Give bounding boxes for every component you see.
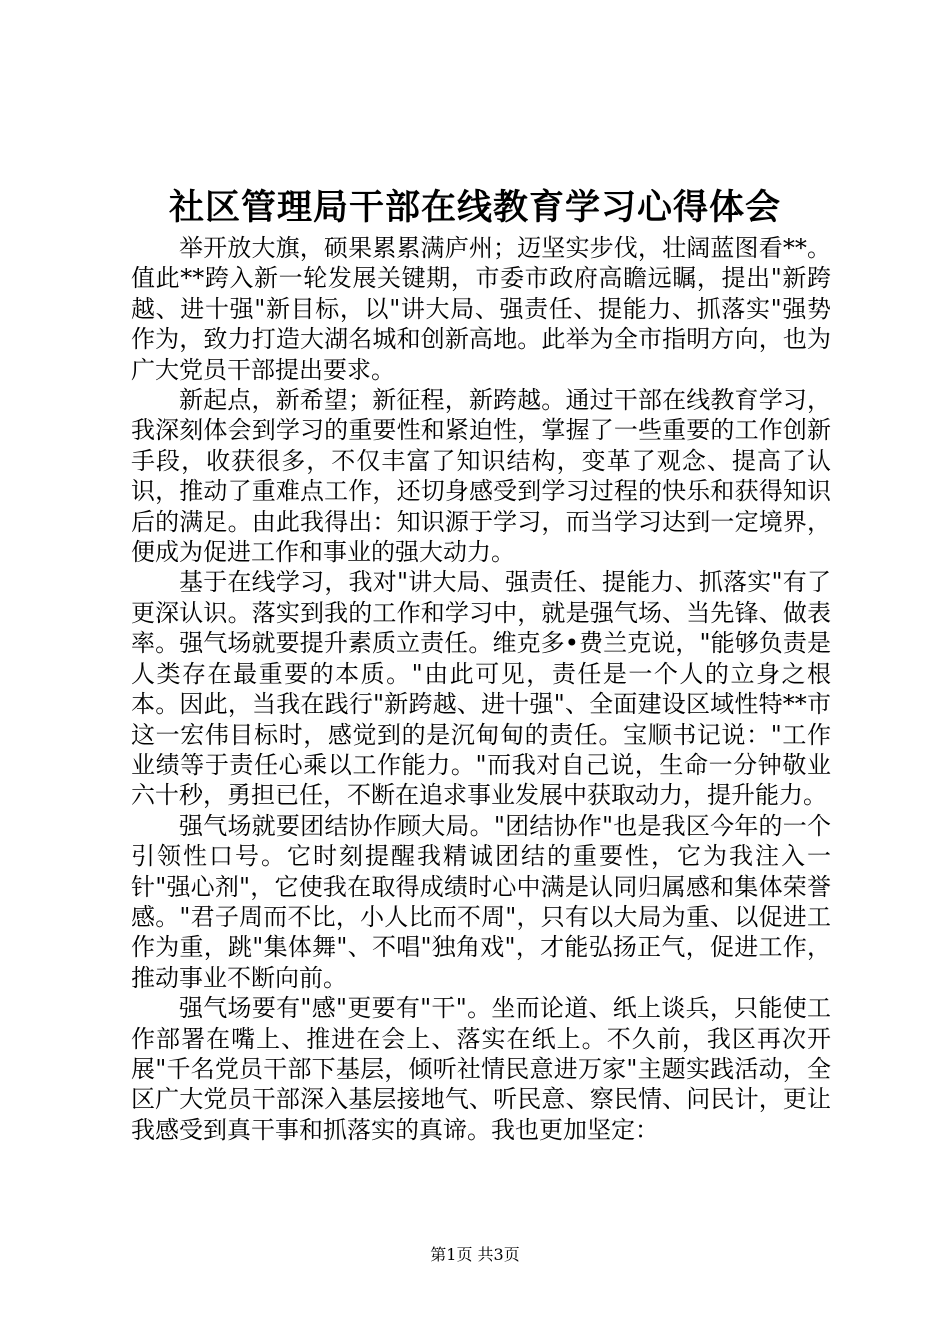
page-number-footer: 第1页 共3页 [430, 1245, 520, 1264]
paragraph-1: 举开放大旗，硕果累累满庐州；迈坚实步伐，壮阔蓝图看**。值此**跨入新一轮发展关键期，市委市政府高瞻远瞩，提出"新跨越、进十强"新目标，以"讲大局、强责任、提能力、抓落实"强势作为，致力打造大湖名城和创新高地。此举为全市指明方向，也为广大党员干部提出要求。 [131, 234, 831, 384]
paragraph-2: 新起点，新希望；新征程，新跨越。通过干部在线教育学习，我深刻体会到学习的重要性和紧迫性，掌握了一些重要的工作创新手段，收获很多，不仅丰富了知识结构，变革了观念、提高了认识，推动了重难点工作，还切身感受到学习过程的快乐和获得知识后的满足。由此我得出：知识源于学习，而当学习达到一定境界，便成为促进工作和事业的强大动力。 [131, 386, 831, 567]
paragraph-3: 基于在线学习，我对"讲大局、强责任、提能力、抓落实"有了更深认识。落实到我的工作和学习中，就是强气场、当先锋、做表率。强气场就要提升素质立责任。维克多•费兰克说，"能够负责是人类存在最重要的本质。"由此可见，责任是一个人的立身之根本。因此，当我在践行"新跨越、进十强"、全面建设区域性特**市这一宏伟目标时，感觉到的是沉甸甸的责任。宝顺书记说："工作业绩等于责任心乘以工作能力。"而我对自己说，生命一分钟敬业六十秒，勇担已任，不断在追求事业发展中获取动力，提升能力。 [131, 568, 831, 810]
paragraph-5: 强气场要有"感"更要有"干"。坐而论道、纸上谈兵，只能使工作部署在嘴上、推进在会上、落实在纸上。不久前，我区再次开展"千名党员干部下基层，倾听社情民意进万家"主题实践活动，全区广大党员干部深入基层接地气、听民意、察民情、问民计，更让我感受到真干事和抓落实的真谛。我也更加坚定： [131, 994, 831, 1144]
document-body [131, 233, 831, 1145]
paragraph-4: 强气场就要团结协作顾大局。"团结协作"也是我区今年的一个引领性口号。它时刻提醒我精诚团结的重要性，它为我注入一针"强心剂"，它使我在取得成绩时心中满是认同归属感和集体荣誉感。"君子周而不比，小人比而不周"，只有以大局为重、以促进工作为重，跳"集体舞"、不唱"独角戏"，才能弘扬正气，促进工作，推动事业不断向前。 [131, 811, 831, 992]
document-title: 社区管理局干部在线教育学习心得体会 [168, 187, 781, 228]
